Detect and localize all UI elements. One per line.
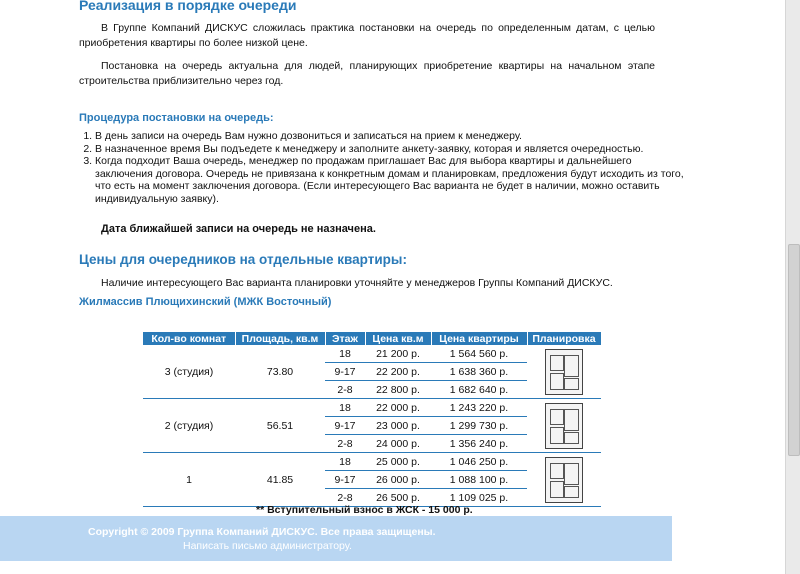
procedure-step: 2. В назначенное время Вы подъедете к менеджеру и заполните анкету-заявку, которая и является очередностью. (95, 143, 685, 156)
price-total-cell: 1 299 730 р. (431, 417, 527, 435)
price-m2-cell: 26 500 р. (365, 489, 431, 507)
price-total-cell: 1 046 250 р. (431, 453, 527, 471)
price-total-cell: 1 356 240 р. (431, 435, 527, 453)
floor-cell: 2-8 (325, 435, 365, 453)
price-total-cell: 1 109 025 р. (431, 489, 527, 507)
price-total-cell: 1 638 360 р. (431, 363, 527, 381)
col-area: Площадь, кв.м (235, 332, 325, 345)
price-table (143, 332, 602, 507)
rooms-cell: 1 (143, 453, 235, 507)
floor-plan-thumbnail[interactable] (527, 399, 601, 453)
footer (0, 516, 672, 561)
scrollbar-thumb[interactable] (788, 244, 800, 456)
vertical-scrollbar[interactable] (785, 0, 800, 574)
mail-admin-link[interactable]: Написать письмо администратору. (183, 540, 352, 552)
price-total-cell: 1 564 560 р. (431, 345, 527, 363)
entry-fee-note: ** Вступительный взнос в ЖСК - 15 000 р. (256, 504, 473, 516)
procedure-steps (79, 130, 685, 205)
floor-plan-image[interactable] (545, 403, 583, 449)
floor-cell: 2-8 (325, 381, 365, 399)
copyright-text: Copyright © 2009 Группа Компаний ДИСКУС. Все права защищены. (88, 526, 436, 538)
area-cell: 73.80 (235, 345, 325, 399)
price-m2-cell: 21 200 р. (365, 345, 431, 363)
price-total-cell: 1 088 100 р. (431, 471, 527, 489)
floor-cell: 18 (325, 399, 365, 417)
price-m2-cell: 25 000 р. (365, 453, 431, 471)
price-m2-cell: 26 000 р. (365, 471, 431, 489)
procedure-step: 1. В день записи на очередь Вам нужно дозвониться и записаться на прием к менеджеру. (95, 130, 685, 143)
floor-plan-thumbnail[interactable] (527, 345, 601, 399)
price-total-cell: 1 682 640 р. (431, 381, 527, 399)
availability-note: Наличие интересующего Вас варианта планировки уточняйте у менеджеров Группы Компаний ДИСКУС. (101, 277, 613, 289)
intro-paragraph-2: Постановка на очередь актуальна для людей, планирующих приобретение квартиры на начальном этапе строительства приблизительно через год. (79, 60, 655, 87)
price-m2-cell: 23 000 р. (365, 417, 431, 435)
rooms-cell: 3 (студия) (143, 345, 235, 399)
prices-title: Цены для очередников на отдельные квартиры: (79, 252, 407, 267)
col-floor: Этаж (325, 332, 365, 345)
floor-plan-thumbnail[interactable] (527, 453, 601, 507)
col-price-total: Цена квартиры (431, 332, 527, 345)
price-m2-cell: 22 800 р. (365, 381, 431, 399)
col-plan: Планировка (527, 332, 601, 345)
table-row (143, 453, 601, 471)
floor-cell: 9-17 (325, 471, 365, 489)
floor-plan-image[interactable] (545, 457, 583, 503)
area-cell: 41.85 (235, 453, 325, 507)
procedure-step: 3. Когда подходит Ваша очередь, менеджер по продажам приглашает Вас для выбора квартиры и дальнейшего заключения договора. Очередь не привязана к конкретным домам и планировкам, предложения будут исходить из того, что есть на момент заключения договора. (Если интересующего Вас варианта не будет в наличии, можно оставить индивидуальную заявку). (95, 155, 685, 205)
floor-plan-image[interactable] (545, 349, 583, 395)
section-title: Реализация в порядке очереди (79, 0, 297, 13)
floor-cell: 18 (325, 345, 365, 363)
estate-name: Жилмассив Плющихинский (МЖК Восточный) (79, 296, 332, 308)
floor-cell: 9-17 (325, 417, 365, 435)
table-row (143, 345, 601, 363)
next-date-note: Дата ближайшей записи на очередь не назначена. (101, 223, 376, 235)
price-total-cell: 1 243 220 р. (431, 399, 527, 417)
table-header-row (143, 332, 601, 345)
intro-paragraph-1: В Группе Компаний ДИСКУС сложилась практика постановки на очередь по определенным датам, с целью приобретения квартиры по более низкой цене. (79, 22, 655, 49)
price-m2-cell: 24 000 р. (365, 435, 431, 453)
floor-cell: 9-17 (325, 363, 365, 381)
procedure-title: Процедура постановки на очередь: (79, 112, 274, 124)
floor-cell: 2-8 (325, 489, 365, 507)
price-m2-cell: 22 000 р. (365, 399, 431, 417)
rooms-cell: 2 (студия) (143, 399, 235, 453)
col-rooms: Кол-во комнат (143, 332, 235, 345)
table-row (143, 399, 601, 417)
floor-cell: 18 (325, 453, 365, 471)
col-price-m2: Цена кв.м (365, 332, 431, 345)
area-cell: 56.51 (235, 399, 325, 453)
price-m2-cell: 22 200 р. (365, 363, 431, 381)
